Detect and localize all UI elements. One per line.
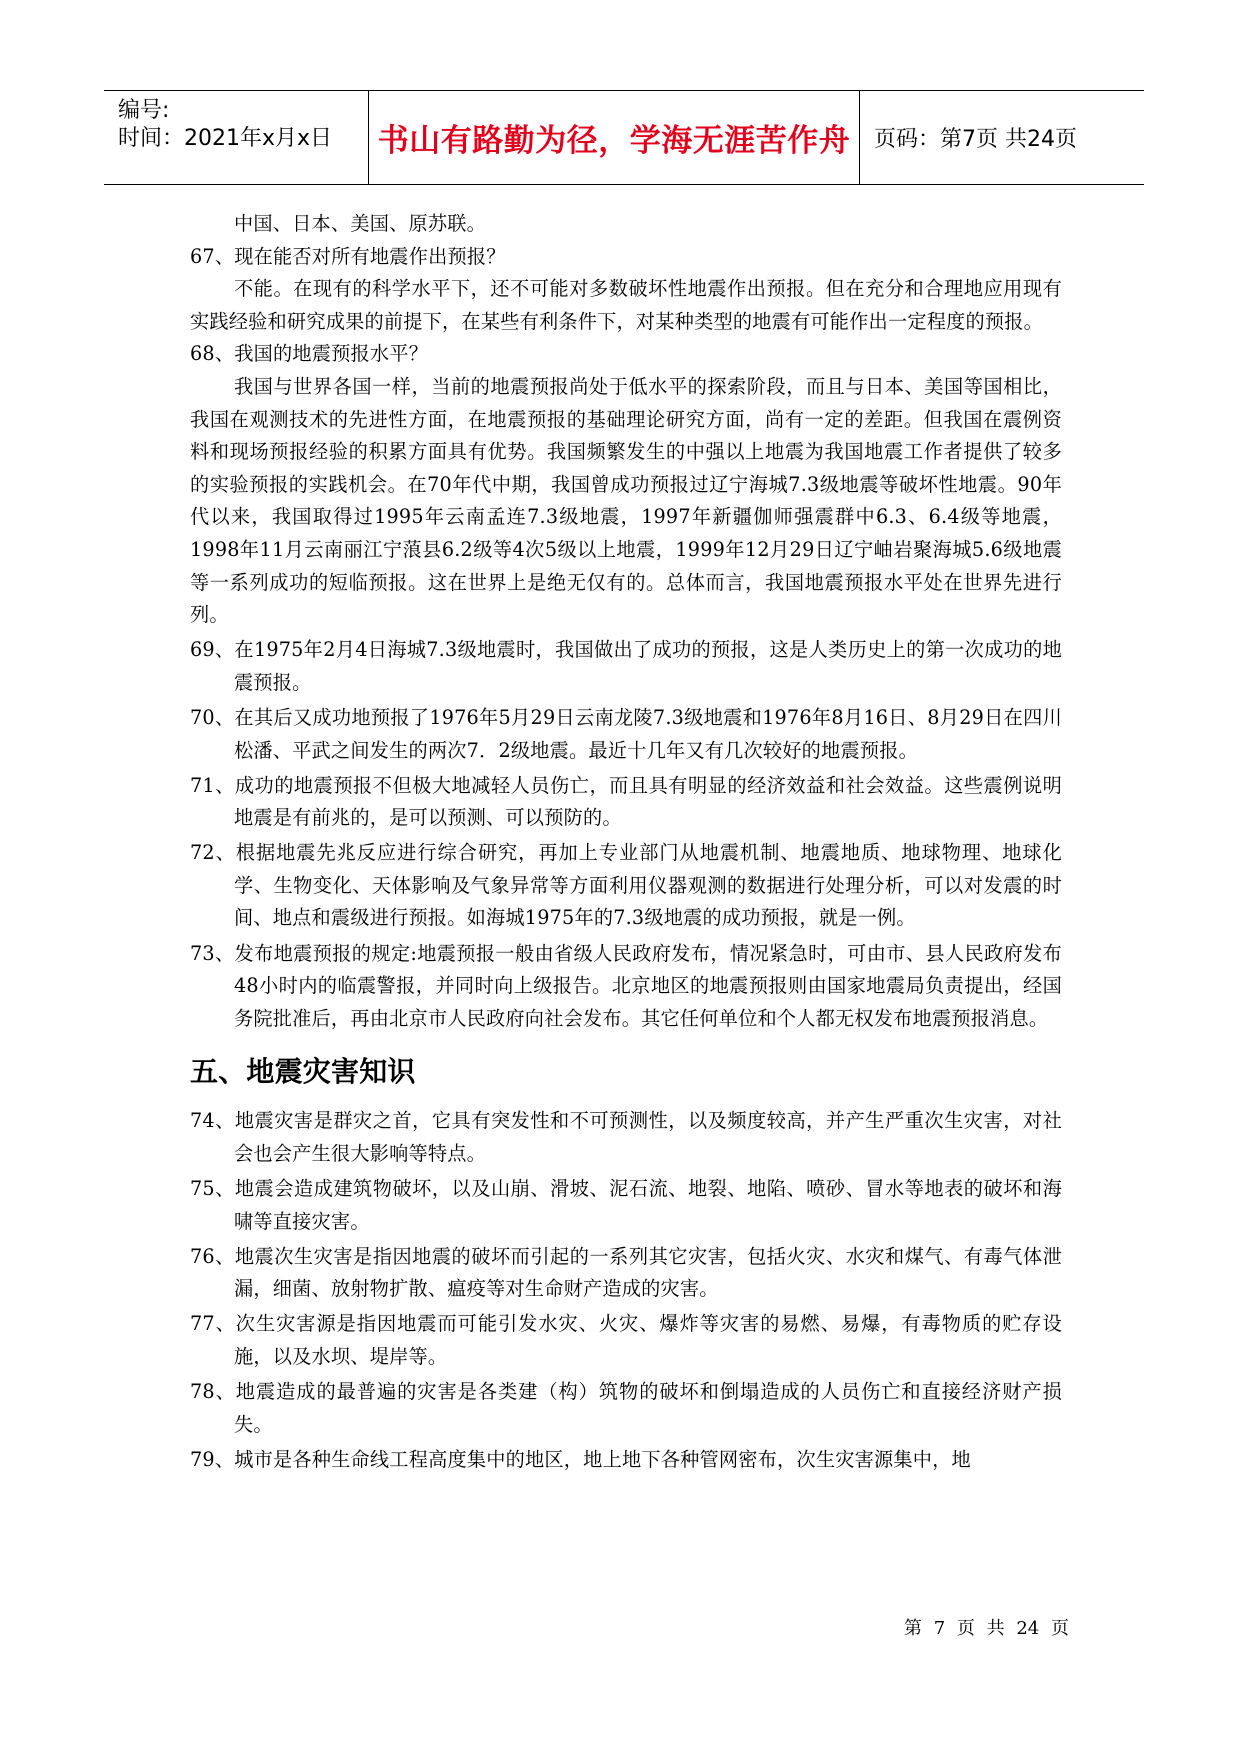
question-68: 68、我国的地震预报水平？ bbox=[190, 342, 429, 366]
list-item-70: 70、在其后又成功地预报了1976年5月29日云南龙陵7.3级地震和1976年8月16日、8月29日在四川松潘、平武之间发生的两次7．2级地震。最近十几年又有几次较好的地震预报。 bbox=[190, 705, 1062, 762]
header-page-cell bbox=[860, 91, 1144, 184]
header-motto: 书山有路勤为径，学海无涯苦作舟 bbox=[377, 123, 851, 159]
list-item-74: 74、地震灾害是群灾之首，它具有突发性和不可预测性，以及频度较高，并产生严重次生灾害，对社会也会产生很大影响等特点。 bbox=[190, 1109, 1062, 1165]
document-number-label: 编号: bbox=[118, 98, 170, 123]
list-item-79: 79、城市是各种生命线工程高度集中的地区，地上地下各种管网密布，次生灾害源集中，地 bbox=[190, 1447, 971, 1471]
list-item-76: 76、地震次生灾害是指因地震的破坏而引起的一系列其它灾害，包括火灾、水灾和煤气、有毒气体泄漏，细菌、放射物扩散、瘟疫等对生命财产造成的灾害。 bbox=[190, 1244, 1062, 1301]
list-item-71: 71、成功的地震预报不但极大地减轻人员伤亡，而且具有明显的经济效益和社会效益。这些震例说明地震是有前兆的，是可以预测、可以预防的。 bbox=[190, 773, 1062, 830]
document-time-label: 时间：2021年x月x日 bbox=[118, 126, 333, 151]
page-header bbox=[104, 90, 1144, 185]
header-motto-cell bbox=[369, 91, 860, 184]
paragraph-countries: 中国、日本、美国、原苏联。 bbox=[234, 212, 487, 235]
answer-68: 我国与世界各国一样，当前的地震预报尚处于低水平的探索阶段，而且与日本、美国等国相比，我国在观测技术的先进性方面，在地震预报的基础理论研究方面，尚有一定的差距。但我国在震例资料和现场预报经验的积累方面具有优势。我国频繁发生的中强以上地震为我国地震工作者提供了较多的实验预报的实践机会。在70年代中期，我国曾成功预报过辽宁海城7.3级地震等破坏性地震。90年代以来，我国取得过1995年云南孟连7.3级地震，1997年新疆伽师强震群中6.3、6.4级等地震，1998年11月云南丽江宁蒗县6.2级等4次5级以上地震，1999年12月29日辽宁岫岩聚海城5.6级地震等一系列成功的短临预报。这在世界上是绝无仅有的。总体而言，我国地震预报水平处在世界先进行列。 bbox=[190, 374, 1062, 627]
header-page-number: 页码：第7页 共24页 bbox=[874, 127, 1077, 152]
list-item-78: 78、地震造成的最普遍的灾害是各类建（构）筑物的破坏和倒塌造成的人员伤亡和直接经济财产损失。 bbox=[190, 1380, 1062, 1436]
page-footer: 第 7 页 共 24 页 bbox=[904, 1618, 1069, 1639]
list-item-72: 72、根据地震先兆反应进行综合研究，再加上专业部门从地震机制、地震地质、地球物理、地球化学、生物变化、天体影响及气象异常等方面利用仪器观测的数据进行处理分析，可以对发震的时间、地点和震级进行预报。如海城1975年的7.3级地震的成功预报，就是一例。 bbox=[190, 841, 1062, 930]
section-heading-5: 五、地震灾害知识 bbox=[190, 1055, 416, 1089]
document-body bbox=[190, 208, 1062, 1476]
answer-67: 不能。在现有的科学水平下，还不可能对多数破坏性地震作出预报。但在充分和合理地应用现有实践经验和研究成果的前提下，在某些有利条件下，对某种类型的地震有可能作出一定程度的预报。 bbox=[190, 277, 1062, 333]
question-67: 67、现在能否对所有地震作出预报？ bbox=[190, 244, 506, 268]
header-info-cell bbox=[104, 91, 369, 184]
list-item-69: 69、在1975年2月4日海城7.3级地震时，我国做出了成功的预报，这是人类历史上的第一次成功的地震预报。 bbox=[190, 638, 1062, 694]
list-item-77: 77、次生灾害源是指因地震而可能引发水灾、火灾、爆炸等灾害的易燃、易爆，有毒物质的贮存设施，以及水坝、堤岸等。 bbox=[190, 1312, 1062, 1368]
list-item-73: 73、发布地震预报的规定:地震预报一般由省级人民政府发布，情况紧急时，可由市、县人民政府发布48小时内的临震警报，并同时向上级报告。北京地区的地震预报则由国家地震局负责提出，经国务院批准后，再由北京市人民政府向社会发布。其它任何单位和个人都无权发布地震预报消息。 bbox=[190, 941, 1062, 1030]
list-item-75: 75、地震会造成建筑物破坏，以及山崩、滑坡、泥石流、地裂、地陷、喷砂、冒水等地表的破坏和海啸等直接灾害。 bbox=[190, 1177, 1062, 1233]
